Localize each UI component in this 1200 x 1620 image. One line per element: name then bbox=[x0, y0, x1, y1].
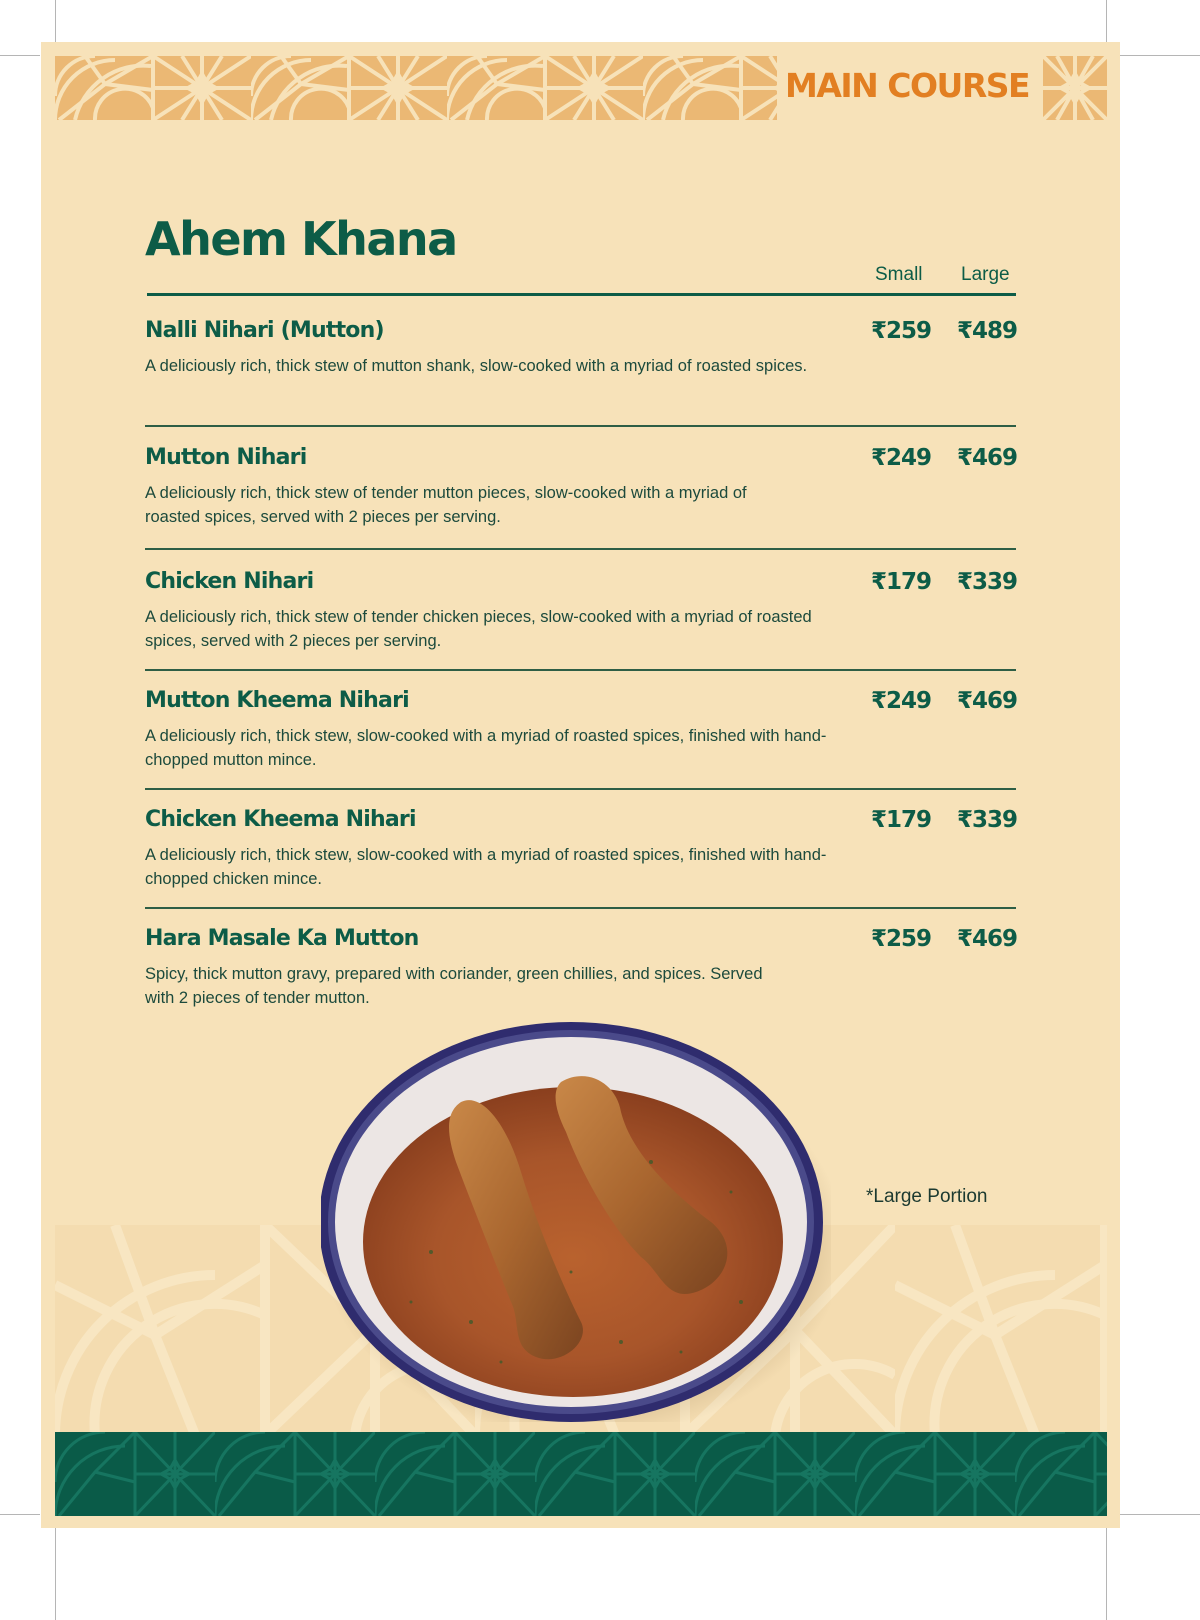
item-description: A deliciously rich, thick stew of tender chicken pieces, slow-cooked with a myriad of roasted spices, served with 2 pieces per serving. bbox=[145, 608, 812, 650]
column-header-small: Small bbox=[875, 264, 923, 285]
item-description: A deliciously rich, thick stew, slow-cooked with a myriad of roasted spices, finished with hand-chopped mutton mince. bbox=[145, 727, 827, 769]
item-name: Mutton Nihari bbox=[145, 445, 307, 470]
price-small: ₹249 bbox=[871, 688, 932, 714]
column-header-large: Large bbox=[961, 264, 1010, 285]
price-large: ₹469 bbox=[957, 688, 1018, 714]
dish-photo bbox=[321, 1022, 831, 1422]
section-title: Ahem Khana bbox=[145, 212, 457, 266]
menu-page bbox=[41, 42, 1120, 1528]
decorative-pattern-icon bbox=[55, 56, 777, 120]
item-divider bbox=[145, 425, 1016, 427]
item-description: A deliciously rich, thick stew of mutton shank, slow-cooked with a myriad of roasted spices. bbox=[145, 357, 808, 375]
item-name: Chicken Kheema Nihari bbox=[145, 807, 416, 832]
crop-mark bbox=[55, 0, 56, 42]
crop-mark bbox=[1120, 55, 1200, 56]
footer-band bbox=[55, 1432, 1107, 1516]
header-band bbox=[55, 56, 1107, 120]
price-large: ₹339 bbox=[957, 569, 1018, 595]
crop-mark bbox=[0, 1514, 40, 1515]
price-small: ₹179 bbox=[871, 807, 932, 833]
item-divider bbox=[145, 788, 1016, 790]
star-ornament-icon bbox=[1043, 56, 1107, 120]
price-large: ₹469 bbox=[957, 445, 1018, 471]
item-name: Hara Masale Ka Mutton bbox=[145, 926, 419, 951]
price-large: ₹489 bbox=[957, 318, 1018, 344]
item-description: Spicy, thick mutton gravy, prepared with coriander, green chillies, and spices. Served with 2 pieces of tender mutton. bbox=[145, 965, 763, 1007]
crop-mark bbox=[55, 1528, 56, 1620]
price-large: ₹339 bbox=[957, 807, 1018, 833]
item-description: A deliciously rich, thick stew of tender mutton pieces, slow-cooked with a myriad of roasted spices, served with 2 pieces per serving. bbox=[145, 484, 747, 526]
item-divider bbox=[145, 548, 1016, 550]
price-small: ₹259 bbox=[871, 318, 932, 344]
portion-note: *Large Portion bbox=[866, 1186, 988, 1207]
item-name: Mutton Kheema Nihari bbox=[145, 688, 409, 713]
item-name: Chicken Nihari bbox=[145, 569, 314, 594]
crop-mark bbox=[1120, 1514, 1200, 1515]
crop-mark bbox=[1106, 1528, 1107, 1620]
crop-mark bbox=[1106, 0, 1107, 42]
item-name: Nalli Nihari (Mutton) bbox=[145, 318, 384, 343]
item-description: A deliciously rich, thick stew, slow-cooked with a myriad of roasted spices, finished with hand-chopped chicken mince. bbox=[145, 846, 827, 888]
item-divider bbox=[145, 669, 1016, 671]
price-small: ₹249 bbox=[871, 445, 932, 471]
item-divider bbox=[145, 907, 1016, 909]
crop-mark bbox=[0, 55, 40, 56]
price-small: ₹179 bbox=[871, 569, 932, 595]
header-rule bbox=[147, 293, 1016, 296]
price-large: ₹469 bbox=[957, 926, 1018, 952]
category-title: MAIN COURSE bbox=[785, 66, 1030, 105]
price-small: ₹259 bbox=[871, 926, 932, 952]
